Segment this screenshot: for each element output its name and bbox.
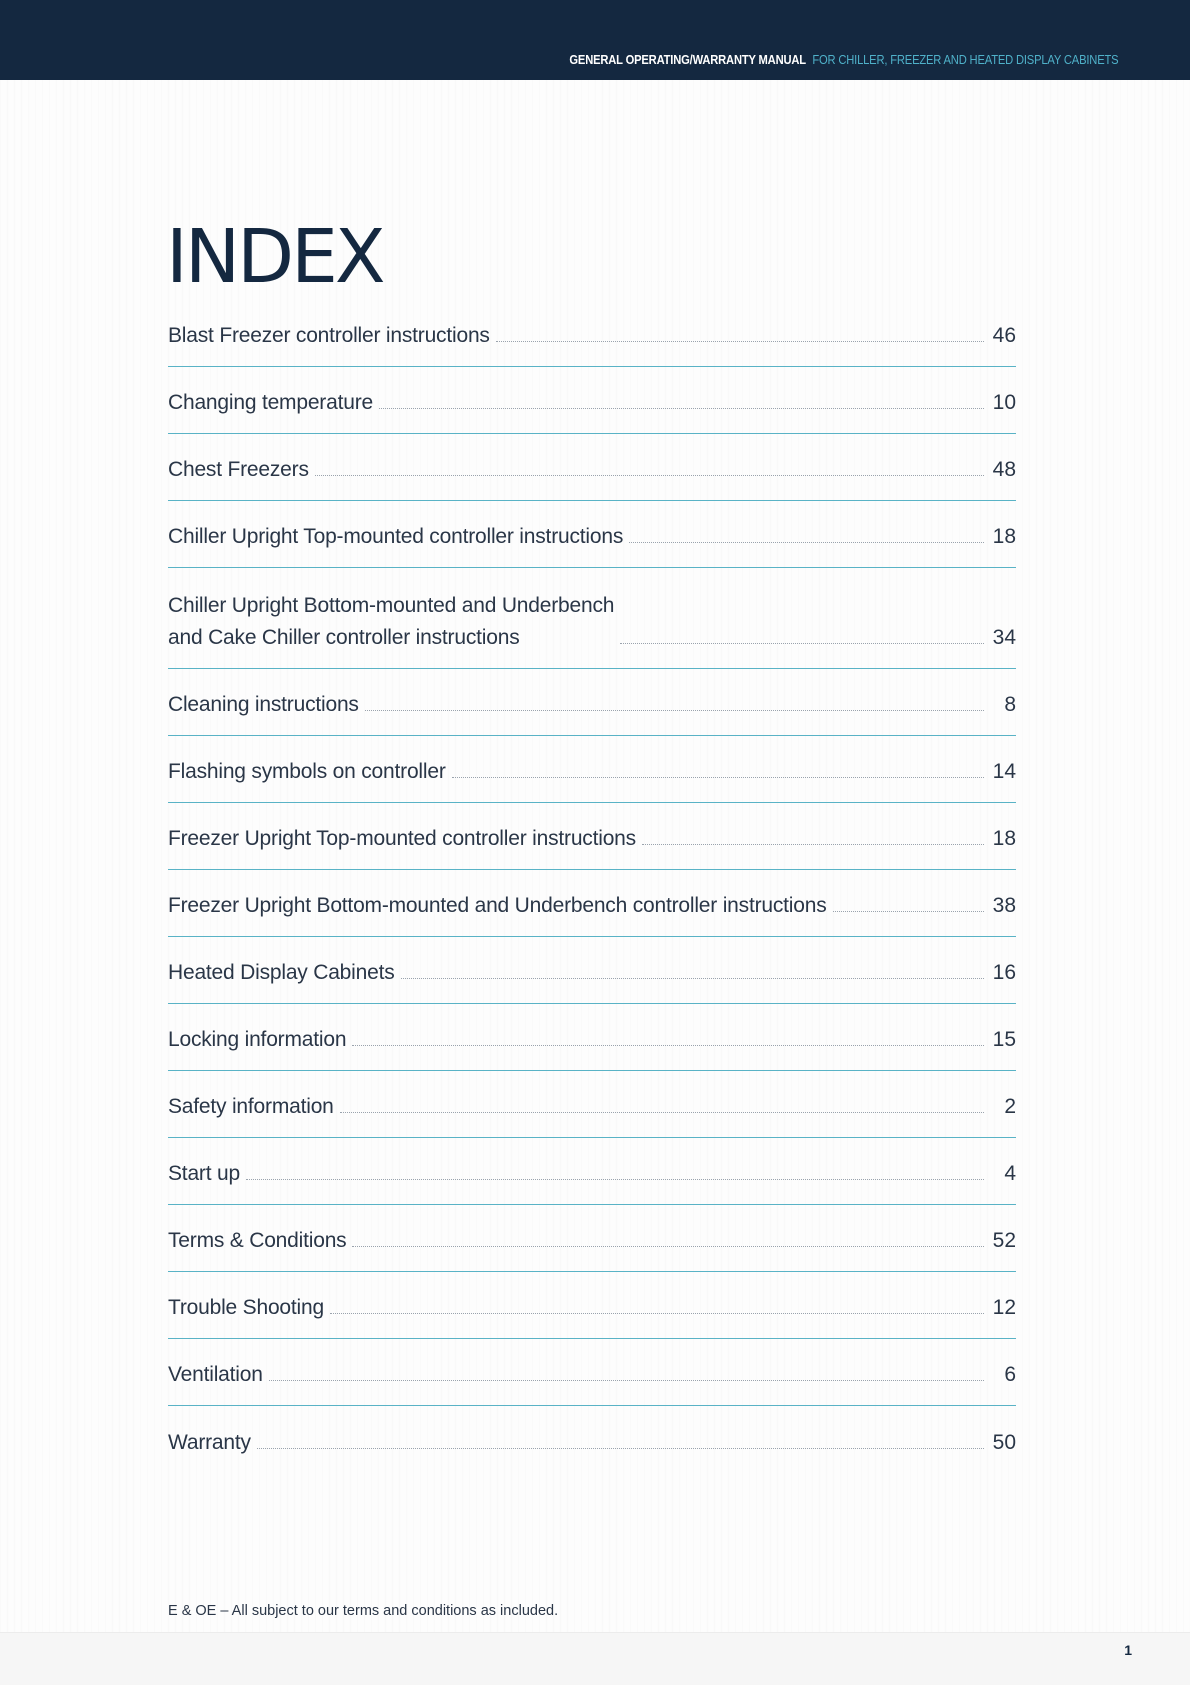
index-entry-label: Chiller Upright Top-mounted controller instructions xyxy=(168,525,624,548)
index-list xyxy=(168,300,1016,1473)
index-row xyxy=(168,937,1016,1004)
index-row xyxy=(168,1071,1016,1138)
index-entry-label: Blast Freezer controller instructions xyxy=(168,324,490,347)
index-entry-label: Flashing symbols on controller xyxy=(168,760,446,783)
index-entry-label: Start up xyxy=(168,1162,240,1185)
index-row xyxy=(168,1004,1016,1071)
index-entry-page: 18 xyxy=(992,525,1016,548)
index-row xyxy=(168,1205,1016,1272)
index-entry-label: Warranty xyxy=(168,1431,251,1454)
index-entry-page: 18 xyxy=(992,827,1016,850)
dot-leader xyxy=(352,1246,984,1247)
index-entry-page: 52 xyxy=(992,1229,1016,1252)
index-entry-label: Trouble Shooting xyxy=(168,1296,324,1319)
index-entry-page: 46 xyxy=(992,324,1016,347)
index-entry-page: 48 xyxy=(992,458,1016,481)
index-entry-page: 10 xyxy=(992,391,1016,414)
dot-leader xyxy=(629,542,984,543)
index-entry-page: 15 xyxy=(992,1028,1016,1051)
header-bar xyxy=(0,0,1190,80)
index-row xyxy=(168,300,1016,367)
index-row xyxy=(168,803,1016,870)
dot-leader xyxy=(620,643,984,644)
page-title: INDEX xyxy=(166,214,383,300)
dot-leader xyxy=(642,844,984,845)
index-entry-label: Ventilation xyxy=(168,1363,263,1386)
index-row xyxy=(168,568,1016,669)
index-entry-page: 12 xyxy=(992,1296,1016,1319)
page-number: 1 xyxy=(1124,1642,1132,1658)
index-entry-label: Safety information xyxy=(168,1095,334,1118)
dot-leader xyxy=(340,1112,984,1113)
dot-leader xyxy=(352,1045,984,1046)
header-subtitle: FOR CHILLER, FREEZER AND HEATED DISPLAY CABINETS xyxy=(811,52,1118,67)
index-row xyxy=(168,1339,1016,1406)
index-entry-label: Chest Freezers xyxy=(168,458,309,481)
index-entry-page: 50 xyxy=(992,1431,1016,1454)
dot-leader xyxy=(833,911,984,912)
index-row xyxy=(168,1272,1016,1339)
footnote: E & OE – All subject to our terms and conditions as included. xyxy=(168,1603,559,1619)
index-entry-label: Freezer Upright Bottom-mounted and Underbench controller instructions xyxy=(168,894,827,917)
dot-leader xyxy=(315,475,984,476)
dot-leader xyxy=(452,777,984,778)
dot-leader xyxy=(496,341,984,342)
index-entry-page: 6 xyxy=(1004,1363,1016,1386)
dot-leader xyxy=(257,1448,984,1449)
dot-leader xyxy=(269,1380,984,1381)
footer-band xyxy=(0,1632,1190,1685)
index-entry-label: Changing temperature xyxy=(168,391,373,414)
index-entry-page: 16 xyxy=(992,961,1016,984)
index-row xyxy=(168,367,1016,434)
index-row xyxy=(168,1138,1016,1205)
index-entry-page: 34 xyxy=(992,626,1016,649)
dot-leader xyxy=(379,408,984,409)
index-entry-label: Terms & Conditions xyxy=(168,1229,347,1252)
index-entry-page: 4 xyxy=(1004,1162,1016,1185)
dot-leader xyxy=(330,1313,984,1314)
running-header xyxy=(569,52,1118,67)
index-entry-page: 14 xyxy=(992,760,1016,783)
index-entry-page: 38 xyxy=(992,894,1016,917)
index-row xyxy=(168,736,1016,803)
index-row xyxy=(168,501,1016,568)
index-entry-label: Cleaning instructions xyxy=(168,693,359,716)
index-entry-page: 8 xyxy=(1004,693,1016,716)
index-row xyxy=(168,669,1016,736)
index-entry-label: Chiller Upright Bottom-mounted and Underbench and Cake Chiller controller instructions xyxy=(168,594,615,649)
index-entry-page: 2 xyxy=(1004,1095,1016,1118)
index-entry-label: Heated Display Cabinets xyxy=(168,961,395,984)
dot-leader xyxy=(246,1179,984,1180)
index-entry-label: Freezer Upright Top-mounted controller instructions xyxy=(168,827,636,850)
index-row xyxy=(168,870,1016,937)
index-entry-label: Locking information xyxy=(168,1028,347,1051)
index-row xyxy=(168,434,1016,501)
dot-leader xyxy=(365,710,984,711)
index-row xyxy=(168,1406,1016,1473)
dot-leader xyxy=(401,978,984,979)
header-manual-title: GENERAL OPERATING/WARRANTY MANUAL xyxy=(568,52,806,67)
